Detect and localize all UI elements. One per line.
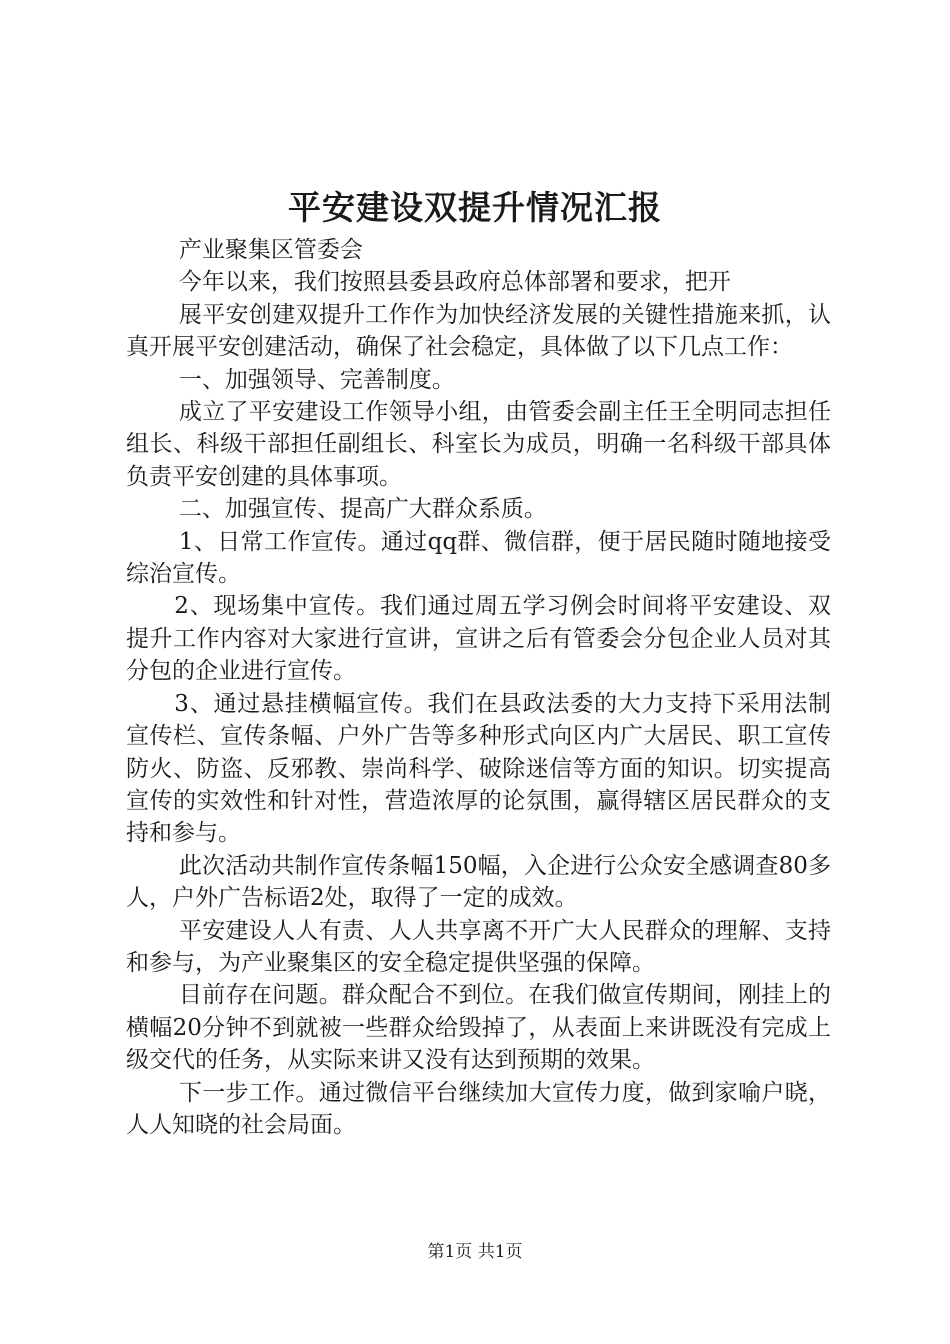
paragraph-intro-continued: 展平安创建双提升工作作为加快经济发展的关键性措施来抓，认真开展平安创建活动，确保了社会稳定，具体做了以下几点工作： bbox=[126, 301, 831, 361]
paragraph-responsibility: 平安建设人人有责、人人共享离不开广大人民群众的理解、支持和参与，为产业聚集区的安全稳定提供坚强的保障。 bbox=[126, 917, 831, 976]
section-heading-leadership: 一、加强领导、完善制度。 bbox=[178, 366, 455, 393]
paragraph-organization: 产业聚集区管委会 bbox=[178, 237, 363, 263]
document-title: 平安建设双提升情况汇报 bbox=[288, 188, 662, 227]
paragraph-results: 此次活动共制作宣传条幅150幅，入企进行公众安全感调查80多人，户外广告标语2处，取得了一定的成效。 bbox=[126, 852, 831, 912]
paragraph-problems: 目前存在问题。群众配合不到位。在我们做宣传期间，刚挂上的横幅20分钟不到就被一些群众给毁掉了，从表面上来讲既没有完成上级交代的任务，从实际来讲又没有达到预期的效果。 bbox=[126, 982, 831, 1074]
paragraph-banner-publicity: 3、通过悬挂横幅宣传。我们在县政法委的大力支持下采用法制宣传栏、宣传条幅、户外广告等多种形式向区内广大居民、职工宣传防火、防盗、反邪教、崇尚科学、破除迷信等方面的知识。切实提高宣传的实效性和针对性，营造浓厚的论氛围，赢得辖区居民群众的支持和参与。 bbox=[126, 690, 831, 847]
paragraph-onsite-publicity: 2、现场集中宣传。我们通过周五学习例会时间将平安建设、双提升工作内容对大家进行宣讲，宣讲之后有管委会分包企业人员对其分包的企业进行宣传。 bbox=[126, 593, 831, 685]
document-body bbox=[126, 234, 831, 1141]
section-heading-publicity: 二、加强宣传、提高广大群众系质。 bbox=[178, 496, 547, 523]
paragraph-leadership: 成立了平安建设工作领导小组，由管委会副主任王全明同志担任组长、科级干部担任副组长、科室长为成员，明确一名科级干部具体负责平安创建的具体事项。 bbox=[126, 399, 831, 490]
page-footer: 第1页 共1页 bbox=[427, 1242, 523, 1262]
paragraph-intro-line: 今年以来，我们按照县委县政府总体部署和要求，把开 bbox=[178, 269, 731, 296]
paragraph-next-steps: 下一步工作。通过微信平台继续加大宣传力度，做到家喻户晓，人人知晓的社会局面。 bbox=[126, 1079, 831, 1138]
paragraph-daily-publicity: 1、日常工作宣传。通过qq群、微信群，便于居民随时随地接受综治宣传。 bbox=[126, 528, 831, 588]
